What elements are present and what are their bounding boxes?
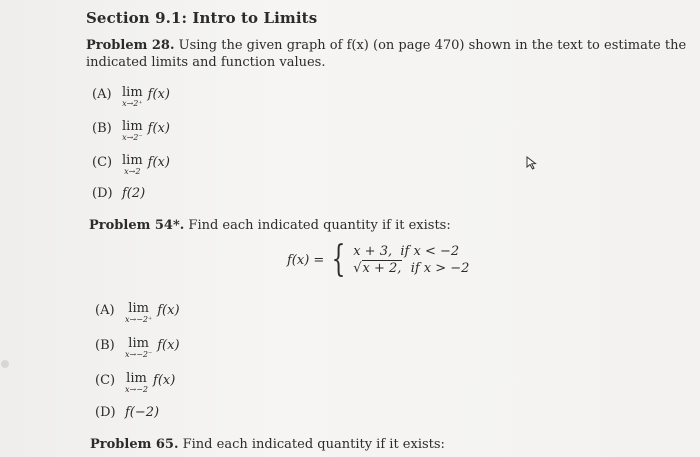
item-label: (B): [92, 121, 112, 136]
definition-cases: [353, 243, 469, 277]
problem-54-item-a: [95, 303, 180, 324]
item-label: (D): [95, 405, 116, 420]
function-expr: f(x): [157, 338, 180, 353]
definition-lhs: f(x) =: [287, 252, 325, 268]
function-expr: f(x): [153, 373, 176, 388]
item-label: (D): [92, 186, 113, 201]
lim-word: lim: [122, 119, 143, 134]
item-label: (B): [95, 338, 115, 353]
problem-54-item-c: [95, 373, 175, 394]
lim-word: lim: [122, 85, 143, 100]
lim-subscript: x→2⁻: [122, 133, 143, 142]
lim-word: lim: [122, 153, 143, 168]
problem-65-heading: Problem 65.: [90, 437, 179, 452]
case-2-radicand: x + 2,: [362, 261, 402, 276]
function-expr: f(x): [147, 87, 170, 102]
brace-symbol: {: [331, 239, 346, 280]
case-1: [353, 243, 469, 260]
limit-operator: [125, 373, 148, 394]
problem-54-item-b: [95, 338, 180, 359]
item-label: (A): [95, 303, 115, 318]
problem-54-text: [89, 217, 451, 234]
item-label: (C): [92, 155, 113, 170]
limit-operator: [122, 121, 143, 142]
lim-subscript: x→−2⁺: [125, 315, 153, 324]
function-expr: f(x): [147, 155, 170, 170]
problem-54-heading: Problem 54*.: [89, 218, 185, 233]
problem-28-text: Using the given graph of f(x) (on page 470) shown in the text to estimate the: [174, 38, 687, 53]
problem-28-item-b: [92, 121, 170, 142]
problem-28-heading: Problem 28.: [86, 38, 175, 53]
problem-65-instruction: Find each indicated quantity if it exists:: [178, 437, 445, 452]
function-expr: f(−2): [125, 405, 160, 420]
problem-28-text-line2: indicated limits and function values.: [86, 55, 326, 70]
function-expr: f(x): [147, 121, 170, 136]
case-1-condition: if x < −2: [400, 244, 460, 259]
mouse-pointer-icon: [526, 155, 538, 174]
case-1-expr: x + 3,: [353, 244, 393, 259]
limit-operator: [122, 155, 143, 176]
lim-word: lim: [126, 371, 147, 386]
lim-subscript: x→−2⁻: [125, 350, 153, 359]
problem-28-item-a: [92, 87, 170, 108]
problem-65-text: [90, 436, 445, 453]
problem-28-item-d: [92, 186, 145, 201]
problem-54-instruction: Find each indicated quantity if it exists:: [184, 218, 451, 233]
problem-28-text-line1: [86, 37, 686, 54]
lim-subscript: x→2⁺: [122, 99, 143, 108]
lim-subscript: x→2: [124, 167, 141, 176]
lim-word: lim: [128, 301, 149, 316]
case-2: [353, 260, 469, 277]
limit-operator: [125, 338, 152, 359]
lim-subscript: x→−2: [125, 385, 149, 394]
lim-word: lim: [128, 336, 149, 351]
problem-54-item-d: [95, 405, 159, 420]
piecewise-definition: [287, 239, 470, 280]
limit-operator: [122, 87, 143, 108]
function-expr: f(x): [157, 303, 180, 318]
page-mark: [1, 360, 9, 368]
limit-operator: [125, 303, 152, 324]
section-title: Section 9.1: Intro to Limits: [86, 9, 318, 27]
case-2-condition: if x > −2: [410, 261, 470, 276]
sqrt-symbol: √: [353, 261, 362, 276]
item-label: (A): [92, 87, 112, 102]
function-expr: f(2): [122, 186, 146, 201]
problem-28-item-c: [92, 155, 170, 176]
item-label: (C): [95, 373, 116, 388]
